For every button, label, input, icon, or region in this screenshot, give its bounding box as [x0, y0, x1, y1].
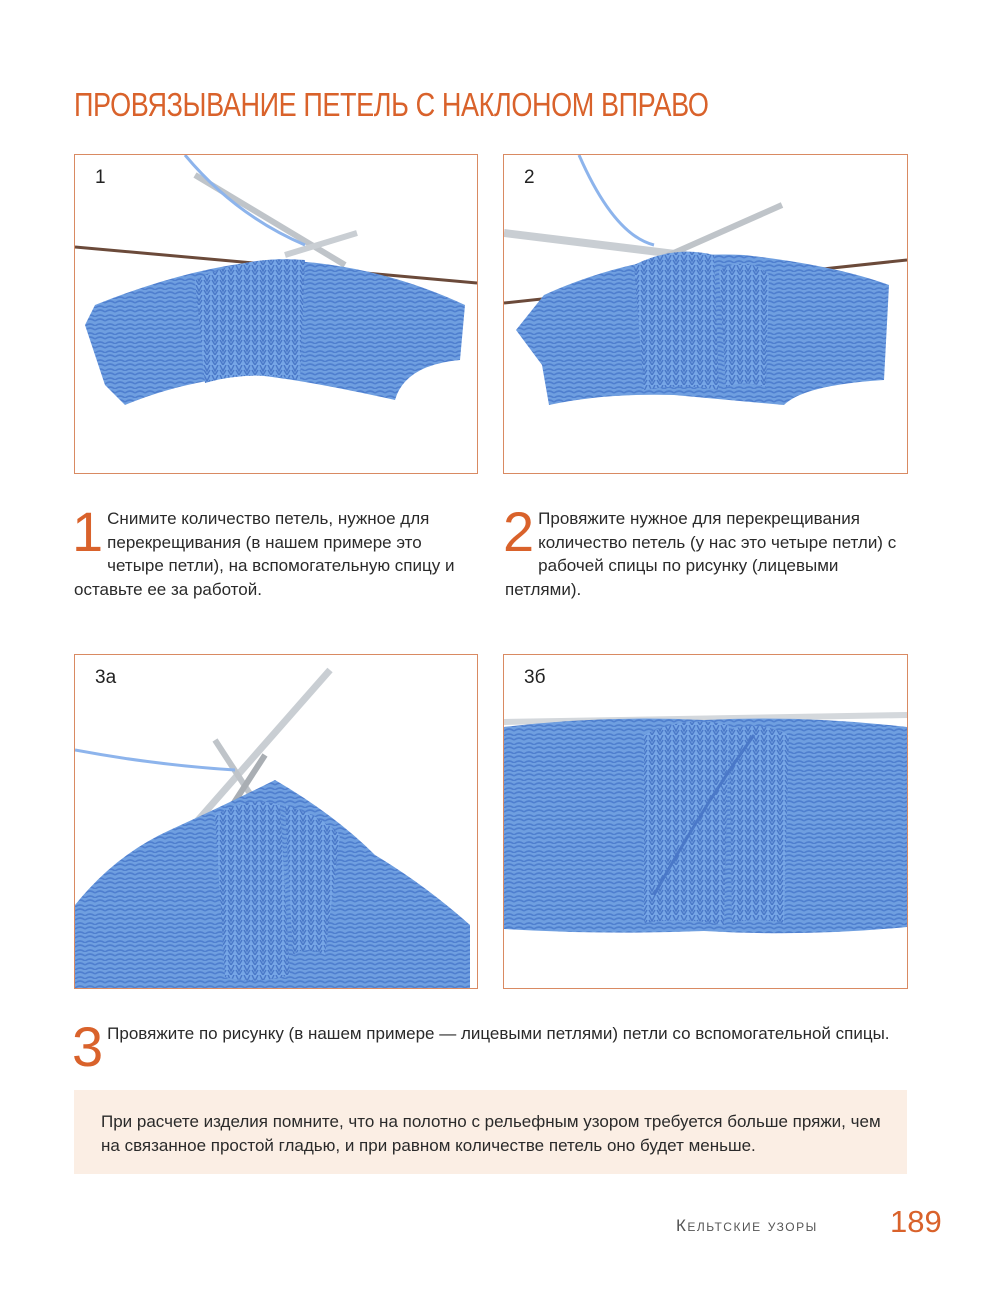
photo-step-3b	[503, 654, 908, 989]
step-text-1: Снимите количество петель, нужное для перекрещивания (в нашем примере это четыре петли), на вспомогательную спицу и оставьте ее за работой.	[74, 509, 455, 599]
step-2	[503, 500, 905, 601]
knitting-photo-1	[75, 155, 477, 473]
knitting-photo-2	[504, 155, 907, 473]
photo-label-3b: 3б	[524, 667, 546, 688]
step-number-3: 3	[72, 1015, 104, 1078]
step-number-2: 2	[503, 500, 535, 563]
page-title: ПРОВЯЗЫВАНИЕ ПЕТЕЛЬ С НАКЛОНОМ ВПРАВО	[74, 86, 709, 123]
photo-step-1	[74, 154, 478, 474]
photo-step-3a	[74, 654, 478, 989]
step-3	[72, 1015, 908, 1078]
photo-label-2: 2	[524, 167, 535, 188]
step-number-1: 1	[72, 500, 104, 563]
photo-label-1: 1	[95, 167, 106, 188]
knitting-photo-3a	[75, 655, 477, 988]
tip-box	[74, 1090, 907, 1174]
step-text-2: Провяжите нужное для перекрещивания количество петель (у нас это четыре петли) с рабочей спицы по рисунку (лицевыми петлями).	[505, 509, 897, 599]
knitting-photo-3b	[504, 655, 907, 988]
photo-label-3a: 3а	[95, 667, 117, 688]
page-number: 189	[890, 1204, 942, 1239]
step-1	[72, 500, 472, 601]
photo-step-2	[503, 154, 908, 474]
section-title: Кельтские узоры	[676, 1216, 818, 1235]
tip-text: При расчете изделия помните, что на полотно с рельефным узором требуется больше пряжи, чем на связанное простой гладью, и при равном количестве петель оно будет меньше.	[101, 1112, 881, 1155]
step-text-3: Провяжите по рисунку (в нашем примере — лицевыми петлями) петли со вспомогательной спицы.	[107, 1024, 890, 1043]
